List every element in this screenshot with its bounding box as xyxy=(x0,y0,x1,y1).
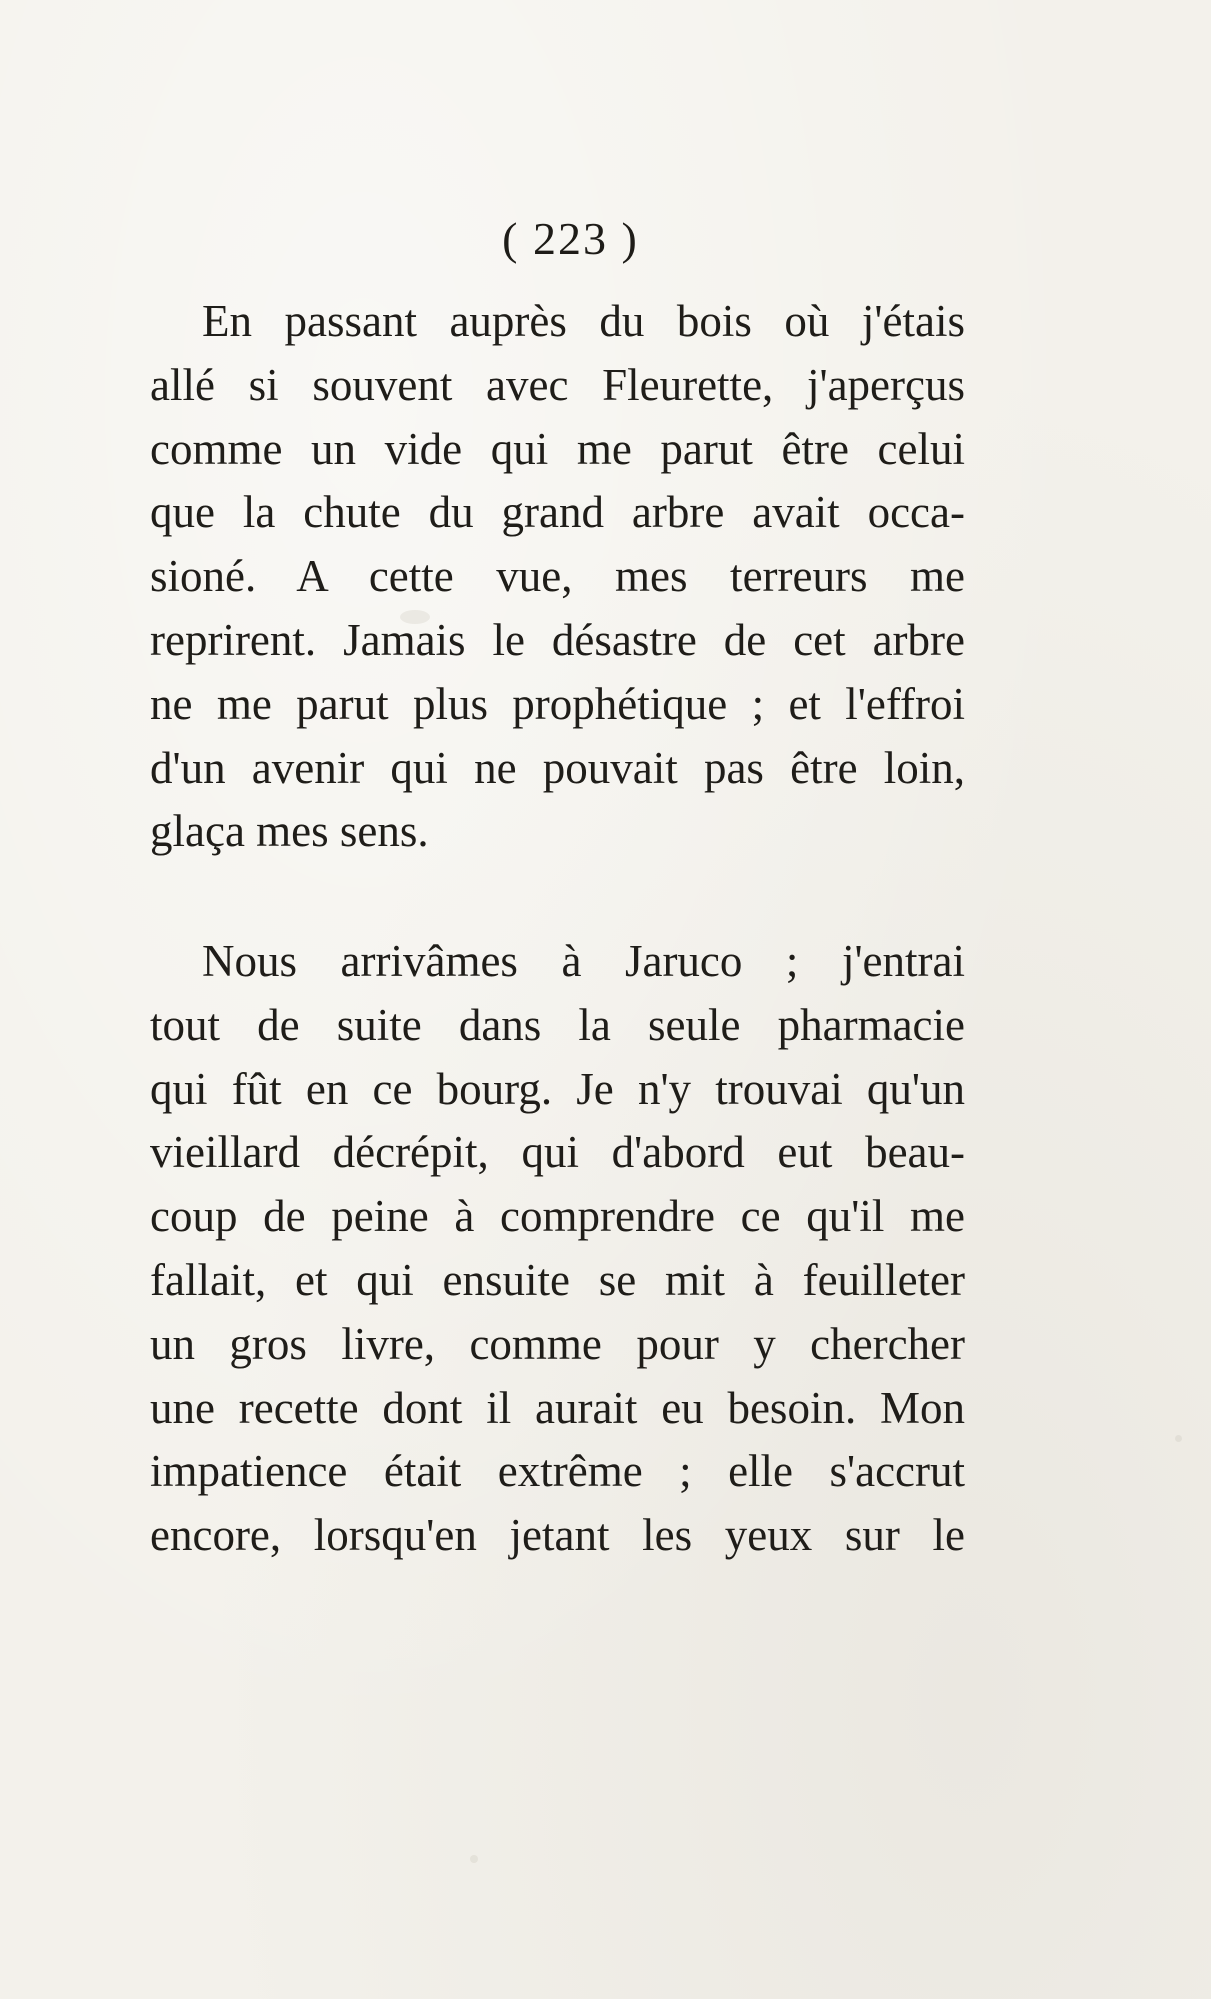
paragraph-1 xyxy=(150,290,965,864)
paragraph-2 xyxy=(150,930,965,1568)
text-line: une recette dont il aurait eu besoin. Mon xyxy=(150,1382,965,1433)
text-line: ne me parut plus prophétique ; et l'effroi xyxy=(150,678,965,729)
text-line: Nous arrivâmes à Jaruco ; j'entrai xyxy=(202,936,965,986)
text-line: que la chute du grand arbre avait occa- xyxy=(150,487,965,538)
text-line: tout de suite dans la seule pharmacie xyxy=(150,999,965,1050)
text-line: un gros livre, comme pour y chercher xyxy=(150,1318,965,1369)
text-line: encore, lorsqu'en jetant les yeux sur le xyxy=(150,1510,965,1561)
text-line: sioné. A cette vue, mes terreurs me xyxy=(150,551,965,602)
text-line: En passant auprès du bois où j'étais xyxy=(202,296,965,346)
paper-stain xyxy=(1175,1435,1182,1442)
text-line: coup de peine à comprendre ce qu'il me xyxy=(150,1191,965,1242)
text-line: d'un avenir qui ne pouvait pas être loin, xyxy=(150,742,965,793)
text-line: qui fût en ce bourg. Je n'y trouvai qu'un xyxy=(150,1063,965,1114)
text-line: fallait, et qui ensuite se mit à feuilleter xyxy=(150,1254,965,1305)
text-line: vieillard décrépit, qui d'abord eut beau- xyxy=(150,1127,965,1178)
text-line: reprirent. Jamais le désastre de cet arbre xyxy=(150,614,965,665)
text-line: allé si souvent avec Fleurette, j'aperçus xyxy=(150,359,965,410)
text-line: impatience était extrême ; elle s'accrut xyxy=(150,1446,965,1497)
paper-stain xyxy=(470,1855,478,1863)
text-line: glaça mes sens. xyxy=(150,806,429,857)
page-number: ( 223 ) xyxy=(502,213,639,264)
text-line: comme un vide qui me parut être celui xyxy=(150,423,965,474)
